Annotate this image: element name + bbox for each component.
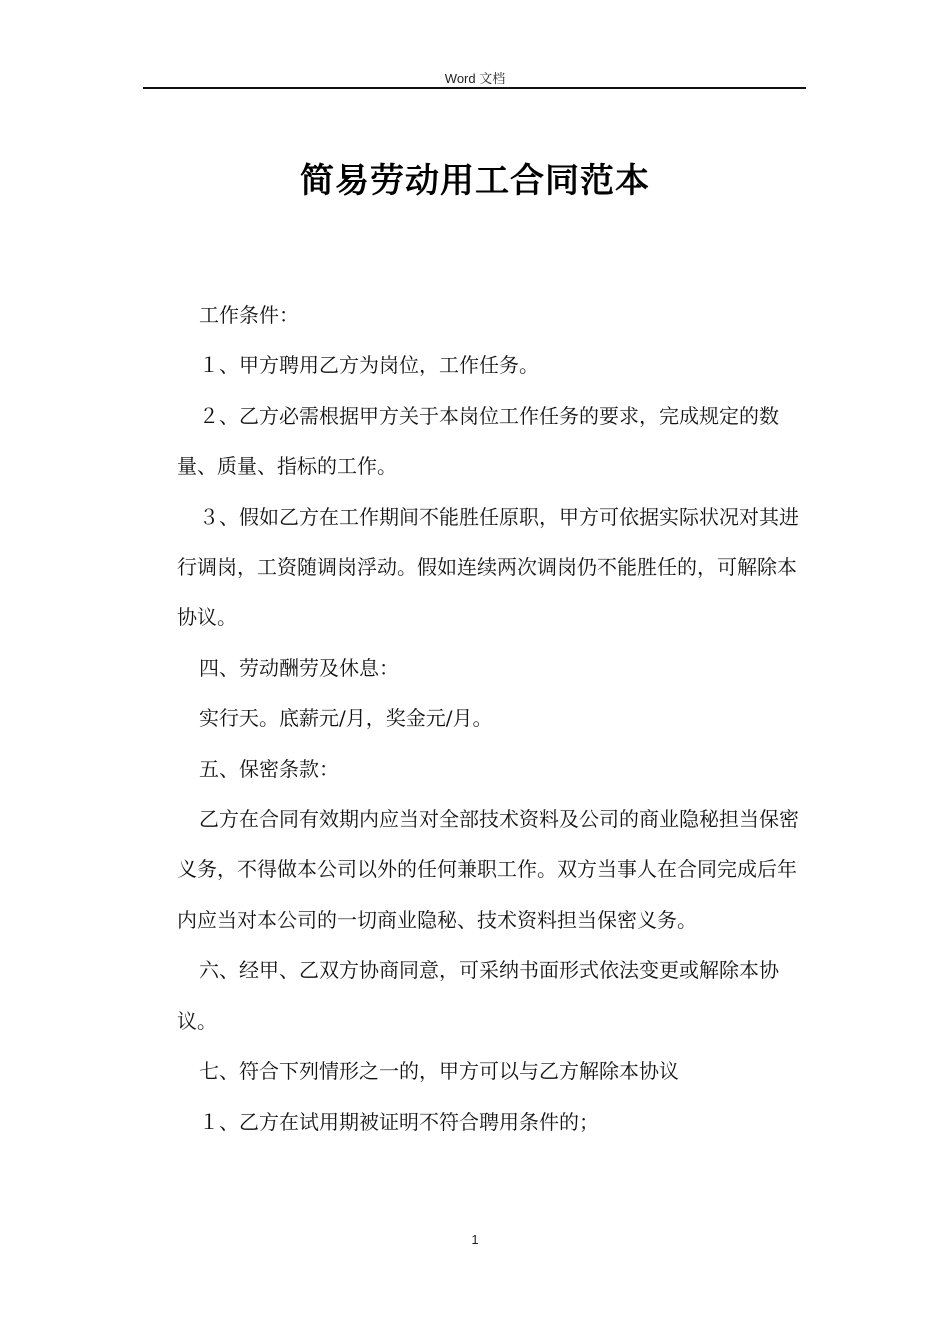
document-body [177, 290, 807, 1147]
page-number: 1 [471, 1232, 479, 1247]
paragraph: ３、假如乙方在工作期间不能胜任原职，甲方可依据实际状况对其进行调岗，工资随调岗浮动。假如连续两次调岗仍不能胜任的，可解除本协议。 [177, 504, 799, 630]
paragraph: 四、劳动酬劳及休息： [199, 655, 399, 680]
paragraph: ２、乙方必需根据甲方关于本岗位工作任务的要求，完成规定的数量、质量、指标的工作。 [177, 403, 779, 479]
paragraph: 实行天。底薪元/月，奖金元/月。 [199, 706, 493, 731]
header-divider [143, 87, 806, 89]
paragraph: １、甲方聘用乙方为岗位，工作任务。 [199, 353, 539, 378]
page-header: Word 文档 [444, 71, 506, 86]
paragraph: 五、保密条款： [199, 756, 339, 781]
paragraph: 七、符合下列情形之一的，甲方可以与乙方解除本协议 [199, 1059, 679, 1084]
paragraph: 工作条件： [199, 303, 299, 327]
paragraph: １、乙方在试用期被证明不符合聘用条件的； [199, 1109, 599, 1134]
paragraph: 乙方在合同有效期内应当对全部技术资料及公司的商业隐秘担当保密义务，不得做本公司以外的任何兼职工作。双方当事人在合同完成后年内应当对本公司的一切商业隐秘、技术资料担当保密义务。 [177, 807, 799, 932]
document-title: 简易劳动用工合同范本 [300, 161, 650, 201]
paragraph: 六、经甲、乙双方协商同意，可采纳书面形式依法变更或解除本协议。 [177, 958, 779, 1033]
